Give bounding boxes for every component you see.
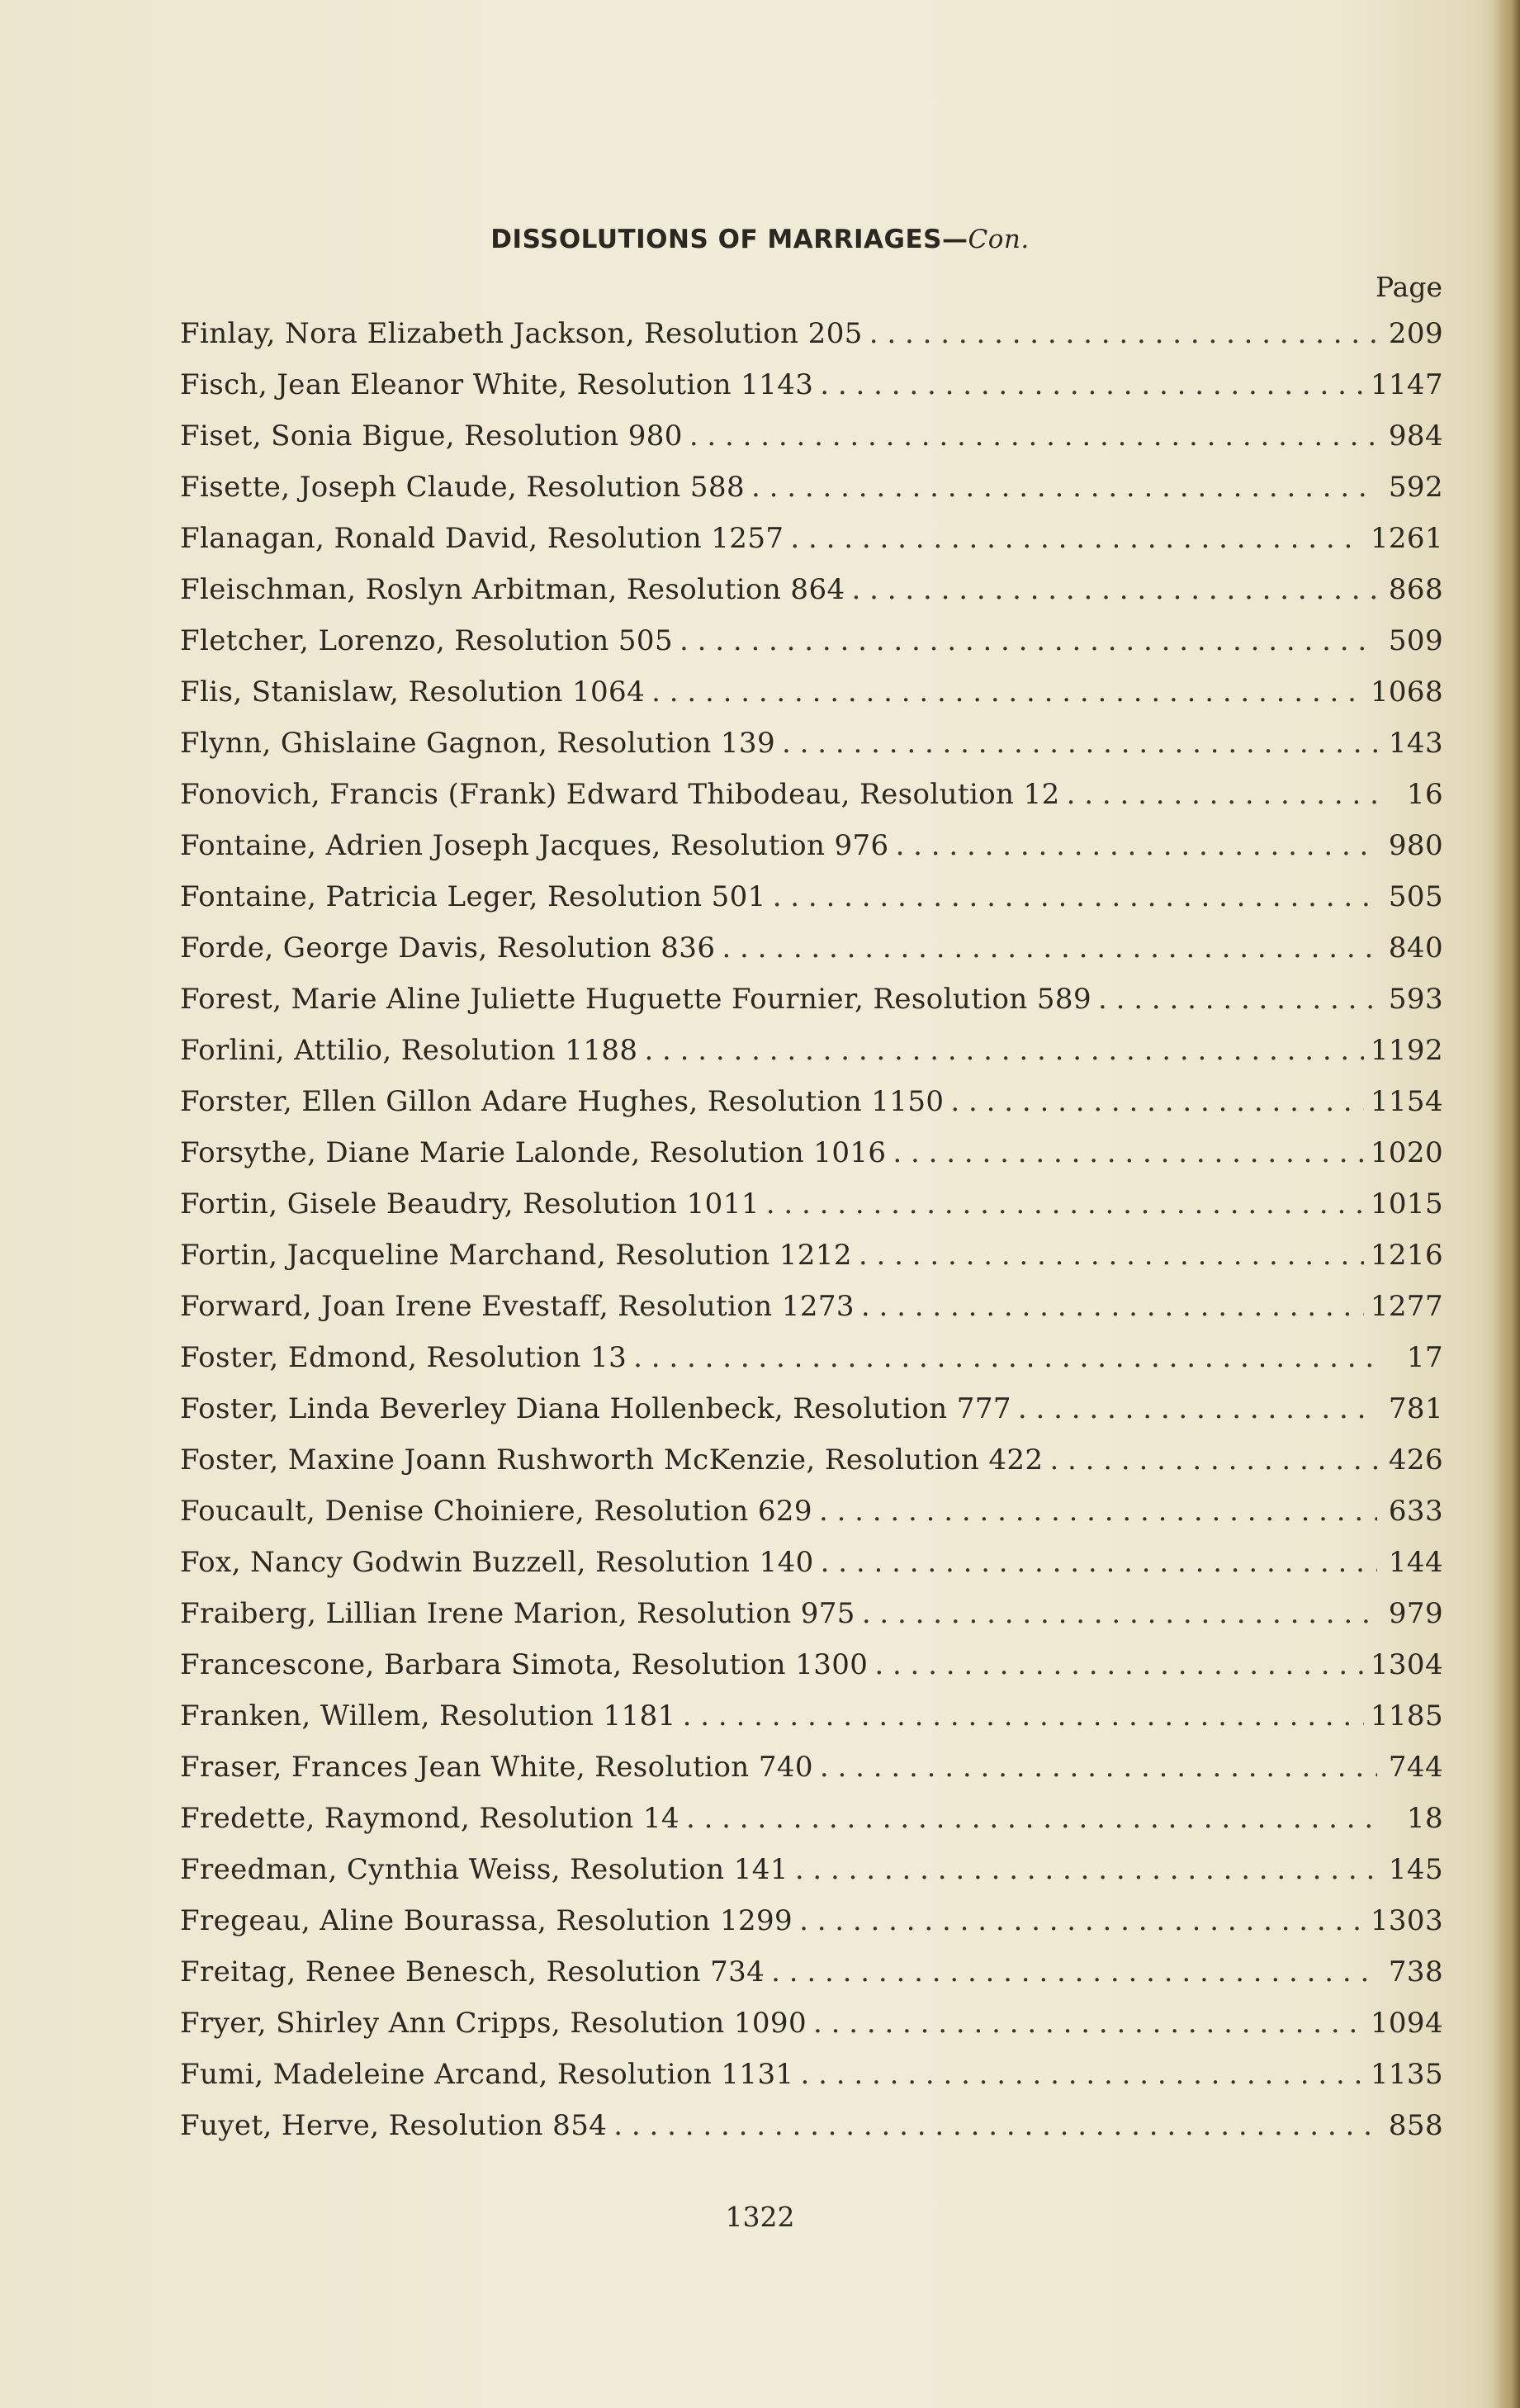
entry-page-number: 1303 xyxy=(1370,1904,1443,1937)
entry-page-number: 592 xyxy=(1388,471,1443,504)
entry-page-number: 1304 xyxy=(1370,1648,1443,1681)
entry-name: Fonovich, Francis (Frank) Edward Thibodeau, Resolution 12 xyxy=(180,778,1060,811)
dot-leader xyxy=(680,624,1377,657)
index-entry xyxy=(180,522,1443,573)
index-entry xyxy=(180,1802,1443,1853)
dot-leader xyxy=(862,1597,1377,1630)
dot-leader xyxy=(799,1904,1364,1937)
index-entry xyxy=(180,1341,1443,1392)
entry-name: Fontaine, Patricia Leger, Resolution 501 xyxy=(180,880,766,913)
index-entry xyxy=(180,1136,1443,1187)
dot-leader xyxy=(689,420,1377,453)
entry-name: Foster, Linda Beverley Diana Hollenbeck, Resolution 777 xyxy=(180,1392,1011,1425)
index-entry xyxy=(180,420,1443,471)
dot-leader xyxy=(859,1239,1364,1272)
entry-page-number: 1277 xyxy=(1370,1290,1443,1323)
dot-leader xyxy=(820,368,1364,401)
index-entry xyxy=(180,931,1443,983)
dot-leader xyxy=(751,471,1377,504)
entry-page-number: 1216 xyxy=(1370,1239,1443,1272)
entry-name: Fortin, Gisele Beaudry, Resolution 1011 xyxy=(180,1187,760,1221)
index-entry xyxy=(180,727,1443,778)
dot-leader xyxy=(766,1187,1364,1221)
entry-name: Fortin, Jacqueline Marchand, Resolution 1212 xyxy=(180,1239,852,1272)
dot-leader xyxy=(869,317,1377,350)
entry-name: Fredette, Raymond, Resolution 14 xyxy=(180,1802,680,1835)
index-entry xyxy=(180,1699,1443,1751)
entry-page-number: 1192 xyxy=(1370,1034,1443,1067)
entry-page-number: 18 xyxy=(1406,1802,1443,1835)
index-entry xyxy=(180,880,1443,931)
entry-name: Fryer, Shirley Ann Cripps, Resolution 1090 xyxy=(180,2007,807,2040)
entry-name: Foster, Edmond, Resolution 13 xyxy=(180,1341,627,1374)
entry-page-number: 593 xyxy=(1388,983,1443,1016)
entry-name: Fontaine, Adrien Joseph Jacques, Resolution 976 xyxy=(180,829,889,862)
entry-page-number: 1185 xyxy=(1370,1699,1443,1733)
entry-name: Fox, Nancy Godwin Buzzell, Resolution 140 xyxy=(180,1546,814,1579)
index-entry xyxy=(180,1751,1443,1802)
entry-page-number: 633 xyxy=(1388,1495,1443,1528)
entry-name: Foster, Maxine Joann Rushworth McKenzie, Resolution 422 xyxy=(180,1443,1044,1477)
entry-page-number: 16 xyxy=(1406,778,1443,811)
entry-page-number: 1020 xyxy=(1370,1136,1443,1169)
dot-leader xyxy=(821,1546,1377,1579)
index-entry xyxy=(180,1290,1443,1341)
entry-page-number: 1135 xyxy=(1370,2058,1443,2091)
entry-page-number: 1068 xyxy=(1370,675,1443,709)
dot-leader xyxy=(686,1802,1377,1835)
entry-page-number: 505 xyxy=(1388,880,1443,913)
dot-leader xyxy=(790,522,1363,555)
index-entry xyxy=(180,778,1443,829)
index-entry xyxy=(180,2109,1443,2160)
entry-name: Fletcher, Lorenzo, Resolution 505 xyxy=(180,624,673,657)
index-entry xyxy=(180,2007,1443,2058)
entry-page-number: 979 xyxy=(1388,1597,1443,1630)
dot-leader xyxy=(1018,1392,1377,1425)
dot-leader xyxy=(771,1955,1377,1988)
entry-name: Foucault, Denise Choiniere, Resolution 629 xyxy=(180,1495,812,1528)
entry-page-number: 840 xyxy=(1388,931,1443,965)
entry-name: Forest, Marie Aline Juliette Huguette Fournier, Resolution 589 xyxy=(180,983,1092,1016)
entry-name: Francescone, Barbara Simota, Resolution 1300 xyxy=(180,1648,869,1681)
entry-name: Freedman, Cynthia Weiss, Resolution 141 xyxy=(180,1853,788,1886)
entry-name: Forlini, Attilio, Resolution 1188 xyxy=(180,1034,638,1067)
entry-name: Franken, Willem, Resolution 1181 xyxy=(180,1699,676,1733)
index-entry xyxy=(180,829,1443,880)
index-entry xyxy=(180,317,1443,368)
index-entry xyxy=(180,368,1443,420)
entry-page-number: 1154 xyxy=(1370,1085,1443,1118)
entry-page-number: 144 xyxy=(1388,1546,1443,1579)
entry-page-number: 781 xyxy=(1388,1392,1443,1425)
entry-name: Finlay, Nora Elizabeth Jackson, Resolution 205 xyxy=(180,317,863,350)
index-entry xyxy=(180,1495,1443,1546)
index-entry xyxy=(180,1648,1443,1699)
dot-leader xyxy=(683,1699,1364,1733)
entry-name: Fregeau, Aline Bourassa, Resolution 1299 xyxy=(180,1904,793,1937)
dot-leader xyxy=(795,1853,1377,1886)
entry-name: Fraiberg, Lillian Irene Marion, Resolution 975 xyxy=(180,1597,855,1630)
entry-page-number: 1147 xyxy=(1370,368,1443,401)
index-entry xyxy=(180,675,1443,727)
page-title xyxy=(0,225,1520,254)
dot-leader xyxy=(1049,1443,1377,1477)
entry-name: Fraser, Frances Jean White, Resolution 740 xyxy=(180,1751,813,1784)
index-entry xyxy=(180,1597,1443,1648)
entry-name: Flanagan, Ronald David, Resolution 1257 xyxy=(180,522,784,555)
index-entry xyxy=(180,471,1443,522)
dot-leader xyxy=(893,1136,1363,1169)
title-main: DISSOLUTIONS OF MARRIAGES— xyxy=(490,225,968,254)
dot-leader xyxy=(861,1290,1364,1323)
entry-name: Flynn, Ghislaine Gagnon, Resolution 139 xyxy=(180,727,776,760)
dot-leader xyxy=(950,1085,1363,1118)
entry-name: Fleischman, Roslyn Arbitman, Resolution 864 xyxy=(180,573,845,606)
entry-name: Fumi, Madeleine Arcand, Resolution 1131 xyxy=(180,2058,794,2091)
dot-leader xyxy=(613,2109,1377,2142)
page-column-header: Page xyxy=(1375,271,1442,303)
dot-leader xyxy=(782,727,1377,760)
entry-name: Forster, Ellen Gillon Adare Hughes, Resolution 1150 xyxy=(180,1085,945,1118)
entry-page-number: 984 xyxy=(1388,420,1443,453)
title-continued: Con. xyxy=(968,225,1030,254)
dot-leader xyxy=(874,1648,1364,1681)
dot-leader xyxy=(896,829,1377,862)
index-entry xyxy=(180,1443,1443,1495)
dot-leader xyxy=(773,880,1377,913)
entry-name: Fisette, Joseph Claude, Resolution 588 xyxy=(180,471,746,504)
index-entry xyxy=(180,1904,1443,1955)
dot-leader xyxy=(1098,983,1377,1016)
dot-leader xyxy=(801,2058,1364,2091)
dot-leader xyxy=(1067,778,1377,811)
index-entry xyxy=(180,573,1443,624)
dot-leader xyxy=(820,1751,1377,1784)
dot-leader xyxy=(722,931,1377,965)
dot-leader xyxy=(651,675,1364,709)
index-entry xyxy=(180,1239,1443,1290)
entry-page-number: 858 xyxy=(1388,2109,1443,2142)
entry-page-number: 145 xyxy=(1388,1853,1443,1886)
index-entry xyxy=(180,1392,1443,1443)
index-entry xyxy=(180,1546,1443,1597)
index-list xyxy=(180,317,1443,2160)
entry-name: Fuyet, Herve, Resolution 854 xyxy=(180,2109,608,2142)
page-number: 1322 xyxy=(725,2201,795,2233)
entry-page-number: 980 xyxy=(1388,829,1443,862)
entry-name: Freitag, Renee Benesch, Resolution 734 xyxy=(180,1955,765,1988)
entry-page-number: 209 xyxy=(1388,317,1443,350)
index-entry xyxy=(180,983,1443,1034)
dot-leader xyxy=(644,1034,1363,1067)
entry-name: Flis, Stanislaw, Resolution 1064 xyxy=(180,675,646,709)
entry-page-number: 17 xyxy=(1406,1341,1443,1374)
entry-page-number: 143 xyxy=(1388,727,1443,760)
entry-page-number: 509 xyxy=(1388,624,1443,657)
dot-leader xyxy=(633,1341,1377,1374)
index-entry xyxy=(180,1853,1443,1904)
index-entry xyxy=(180,1187,1443,1239)
entry-name: Fiset, Sonia Bigue, Resolution 980 xyxy=(180,420,683,453)
dot-leader xyxy=(819,1495,1377,1528)
entry-page-number: 744 xyxy=(1388,1751,1443,1784)
entry-name: Forde, George Davis, Resolution 836 xyxy=(180,931,716,965)
dot-leader xyxy=(813,2007,1364,2040)
entry-page-number: 738 xyxy=(1388,1955,1443,1988)
dot-leader xyxy=(852,573,1377,606)
page-edge-shadow xyxy=(1492,0,1520,2408)
entry-page-number: 426 xyxy=(1388,1443,1443,1477)
entry-page-number: 868 xyxy=(1388,573,1443,606)
entry-page-number: 1015 xyxy=(1370,1187,1443,1221)
entry-name: Fisch, Jean Eleanor White, Resolution 1143 xyxy=(180,368,814,401)
entry-page-number: 1094 xyxy=(1370,2007,1443,2040)
index-entry xyxy=(180,624,1443,675)
entry-page-number: 1261 xyxy=(1370,522,1443,555)
entry-name: Forward, Joan Irene Evestaff, Resolution 1273 xyxy=(180,1290,855,1323)
index-entry xyxy=(180,2058,1443,2109)
index-entry xyxy=(180,1955,1443,2007)
index-entry xyxy=(180,1085,1443,1136)
entry-name: Forsythe, Diane Marie Lalonde, Resolution 1016 xyxy=(180,1136,887,1169)
index-entry xyxy=(180,1034,1443,1085)
